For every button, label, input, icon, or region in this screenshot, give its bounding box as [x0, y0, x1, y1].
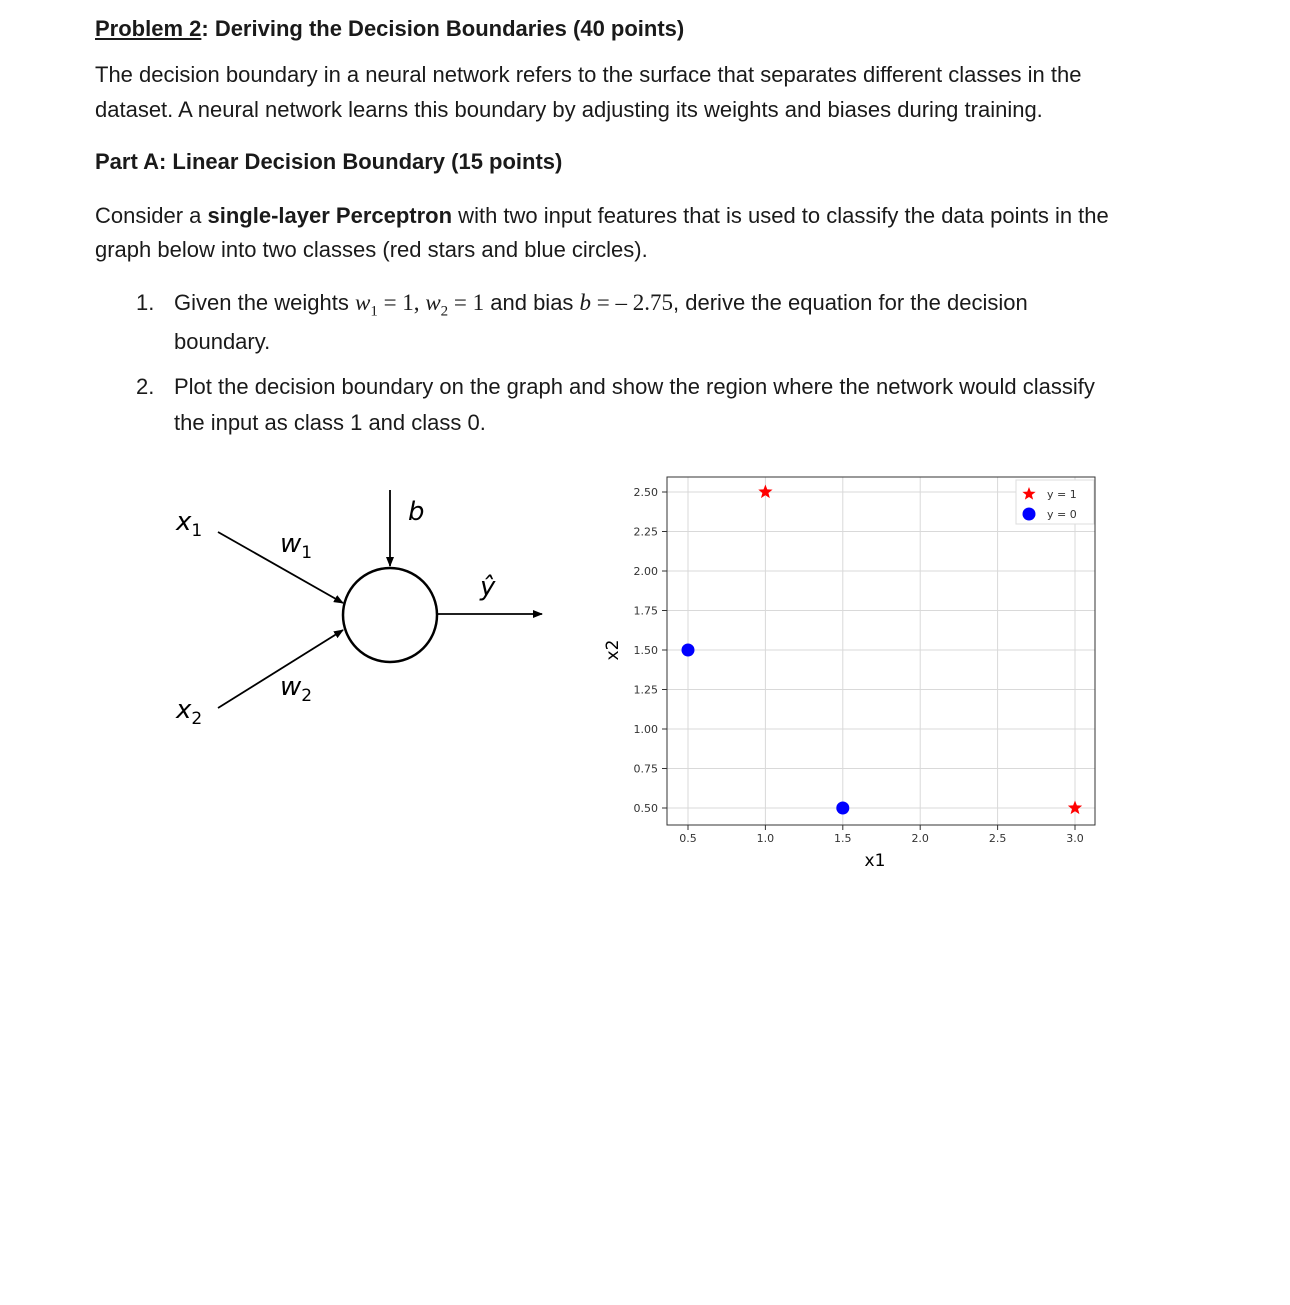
y-tick-label: 2.00: [633, 565, 658, 578]
li2-line-1: Plot the decision boundary on the graph and show the region where the network would classify: [174, 374, 1095, 399]
x2-label: $x_2$: [176, 695, 203, 729]
neuron-circle: [343, 568, 437, 662]
b-label: b: [408, 497, 425, 527]
x-tick-label: 2.0: [911, 832, 929, 845]
consider-suffix: with two input features that is used to classify the data points in the: [452, 203, 1109, 228]
x1-label: $x_1$: [176, 507, 203, 541]
consider-line-2: graph below into two classes (red stars and blue circles).: [95, 237, 648, 262]
yhat-label: ŷ: [480, 572, 496, 602]
y-tick-label: 1.50: [633, 644, 658, 657]
y-tick-label: 2.25: [633, 525, 658, 539]
chart-legend: [1016, 480, 1094, 524]
intro-line-2: dataset. A neural network learns this boundary by adjusting its weights and biases during training.: [95, 97, 1043, 122]
li1-text-a: Given the weights: [174, 290, 355, 315]
w2-value: = 1: [448, 290, 485, 315]
plot-frame: [667, 477, 1095, 825]
problem-label: Problem 2: [95, 16, 202, 41]
y-tick-label: 1.25: [633, 683, 658, 697]
part-a-heading: Part A: Linear Decision Boundary (15 points): [95, 149, 563, 174]
consider-prefix: Consider a: [95, 203, 208, 228]
w1-symbol: $w_1$: [354, 290, 378, 320]
y-tick-label: 1.75: [633, 604, 658, 618]
w2-label: $w_2$: [280, 672, 313, 706]
consider-line-1: [95, 199, 1109, 233]
li1-text-c: , derive the equation for the decision: [673, 290, 1028, 315]
x-tick-label: 1.5: [834, 832, 852, 845]
legend-label: y = 1: [1047, 488, 1077, 501]
x-tick-label: 0.5: [679, 832, 697, 845]
legend-label: y = 0: [1047, 508, 1077, 521]
list-item-2-cont: [136, 404, 486, 442]
chart-ticks: [634, 486, 1084, 845]
list-item-2: [136, 368, 1196, 406]
problem-title: [95, 12, 684, 46]
x-tick-label: 2.5: [988, 832, 1007, 845]
w1-label: $w_1$: [280, 529, 313, 563]
li2-line-2: the input as class 1 and class 0.: [174, 410, 486, 435]
list-number-2: 2.: [136, 374, 155, 399]
li1-text-b: and bias: [484, 290, 580, 315]
x-tick-label: 3.0: [1066, 832, 1084, 845]
legend-circle-icon: [1023, 508, 1036, 521]
chart-grid: [667, 477, 1095, 825]
bias-value: = – 2.75: [591, 290, 674, 315]
li1-line-2: boundary.: [174, 329, 271, 354]
perceptron-diagram: [160, 480, 560, 740]
w2-symbol: $w_2$: [425, 290, 449, 320]
x-tick-label: 1.0: [756, 832, 775, 845]
bias-symbol: b: [579, 290, 592, 315]
w1-value: = 1,: [377, 290, 426, 315]
consider-bold: single-layer Perceptron: [207, 203, 453, 228]
intro-line-1: The decision boundary in a neural network refers to the surface that separates different classes in the: [95, 62, 1082, 87]
circle-point: [682, 644, 695, 657]
circle-point: [836, 802, 849, 815]
list-number-1: 1.: [136, 290, 155, 315]
y-tick-label: 1.00: [633, 723, 658, 736]
y-tick-label: 0.50: [633, 802, 658, 815]
list-item-1: [136, 284, 1196, 322]
scatter-chart: [600, 470, 1100, 875]
list-item-1-cont: [136, 323, 271, 361]
problem-title-rest: : Deriving the Decision Boundaries (40 points): [201, 16, 685, 41]
y-tick-label: 2.50: [633, 486, 658, 499]
y-tick-label: 0.75: [633, 762, 658, 776]
x-axis-label: x1: [864, 851, 886, 871]
y-axis-label: x2: [603, 639, 623, 661]
